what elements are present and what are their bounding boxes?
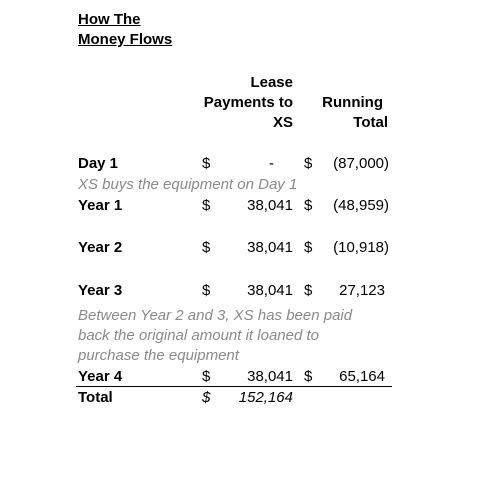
- total-currency-year-3: $: [304, 282, 313, 299]
- payment-currency-total: $: [202, 389, 211, 406]
- total-value-year-3: 27,123: [339, 282, 385, 299]
- payment-currency-year-3: $: [202, 282, 211, 299]
- running-header-line-2: Total: [353, 114, 388, 131]
- total-value-year-1: (48,959): [333, 197, 389, 214]
- row-label-year-2: Year 2: [78, 239, 123, 256]
- row-label-year-3: Year 3: [78, 282, 123, 299]
- payment-currency-year-1: $: [202, 197, 211, 214]
- payment-value-day-1: -: [269, 155, 274, 172]
- lease-header-line-1: Lease: [250, 74, 293, 91]
- payment-currency-year-4: $: [202, 368, 211, 385]
- note-day-1: XS buys the equipment on Day 1: [78, 176, 298, 193]
- total-currency-year-2: $: [304, 239, 313, 256]
- total-value-year-2: (10,918): [333, 239, 389, 256]
- note-year-3-line-3: purchase the equipment: [78, 347, 239, 364]
- total-currency-year-1: $: [304, 197, 313, 214]
- running-header-line-1: Running: [322, 94, 383, 111]
- payment-value-total: 152,164: [238, 389, 293, 406]
- payment-value-year-2: 38,041: [247, 239, 293, 256]
- row-label-year-1: Year 1: [78, 197, 123, 214]
- payment-value-year-1: 38,041: [247, 197, 293, 214]
- note-year-3-line-2: back the original amount it loaned to: [78, 327, 319, 344]
- total-separator-line: [76, 386, 392, 387]
- row-label-day-1: Day 1: [78, 155, 119, 172]
- total-value-day-1: (87,000): [333, 155, 389, 172]
- total-value-year-4: 65,164: [339, 368, 385, 385]
- lease-header-line-2: Payments to: [203, 94, 293, 111]
- payment-value-year-3: 38,041: [247, 282, 293, 299]
- payment-currency-year-2: $: [202, 239, 211, 256]
- row-label-total: Total: [78, 389, 113, 406]
- lease-header-line-3: XS: [272, 114, 293, 131]
- payment-currency-day-1: $: [202, 155, 211, 172]
- row-label-year-4: Year 4: [78, 368, 123, 385]
- total-currency-day-1: $: [304, 155, 313, 172]
- title-line-1: How The: [78, 11, 141, 28]
- title-line-2: Money Flows: [78, 31, 173, 48]
- note-year-3-line-1: Between Year 2 and 3, XS has been paid: [78, 307, 353, 324]
- payment-value-year-4: 38,041: [247, 368, 293, 385]
- total-currency-year-4: $: [304, 368, 313, 385]
